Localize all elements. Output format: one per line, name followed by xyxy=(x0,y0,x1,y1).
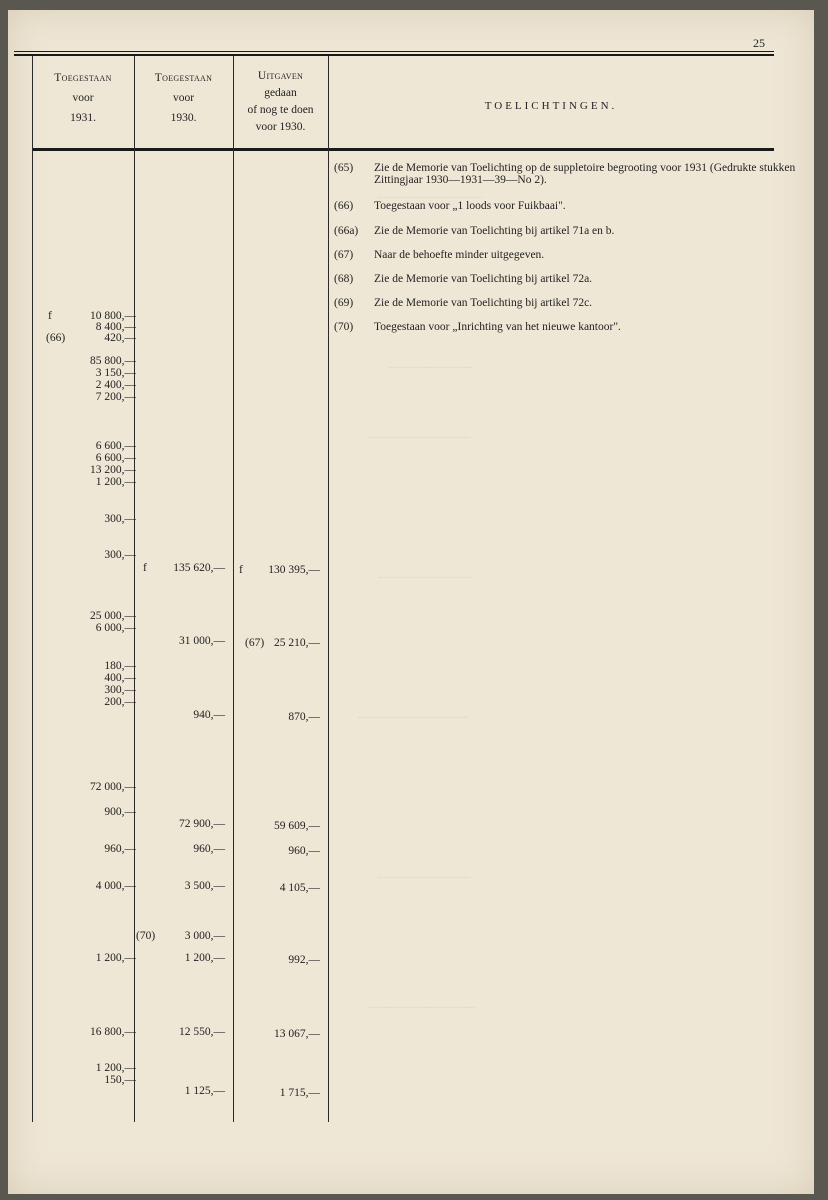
column-divider-3 xyxy=(328,56,329,1122)
currency-marker: f xyxy=(239,564,243,576)
note-68: (68) Zie de Memorie van Toelichting bij artikel 72a. xyxy=(334,273,593,285)
amount-cell: 25 210,— xyxy=(274,637,320,649)
amount-cell: 300,— xyxy=(104,549,136,561)
amount-cell: 31 000,— xyxy=(179,635,225,647)
page-number: 25 xyxy=(753,36,765,50)
amount-cell: 300,— xyxy=(104,513,136,525)
note-65: (65) Zie de Memorie van Toelichting op de suppletoire begrooting voor 1931 (Gedrukte stukken Zittingjaar 1930—1931—39—No 2). xyxy=(334,162,796,186)
amount-cell: 200,— xyxy=(104,696,136,708)
column-divider-2 xyxy=(233,56,234,1122)
top-rule-thick xyxy=(14,54,774,56)
amount-cell: 130 395,— xyxy=(268,564,320,576)
document-page: .......................................... .................................. ......................................... ...................................... ............................................ ..................................... ........................................... 25 Toegestaan voor 1931. Toegestaan voor 1930. Uitgaven gedaan of nog te doen voor 1930. TOELICHTINGEN. f (66) 10 800,— 8 400,— 420,— 85 800,— 3 150,— 2 400,— 7 200,— 6 600,— 6 600,— 13 200,— 1 200,— 300,— 300,— 25 000,— 6 000,— 180,— 400,— 300,— 200,— 72 000,— 900,— 960,— 4 000,— 1 200,— 16 800,— 1 200,— 150,— f (70) 135 620,— 31 000,— 940,— 72 900,— 960,— 3 500,— 3 000,— 1 200,— 12 550,— 1 125,— f (67) 130 395,— 25 210,— 870,— 59 609,— 960,— 4 105,— 992,— 13 067,— 1 715,— (65) Zie de Memorie van Toelichting op de suppletoire begrooting voor 1931 (Gedrukte stukken Zittingjaar 1930—1931—39—No 2). (66) Toegestaan voor „1 loods voor Fuikbaai". (66a) Zie de Memorie van Toelichting bij artikel 71a en b. (67) Naar de behoefte minder uitgegeven. (68) Zie de Memorie van Toelichting bij artikel 72a. (69) Zie de Memorie van Toelichting bij artikel 72c. (70) Toegestaan voor „Inrichting van het nieuwe kantoor". xyxy=(8,10,814,1194)
amount-cell: 59 609,— xyxy=(274,820,320,832)
amount-cell: 16 800,— xyxy=(90,1026,136,1038)
note-70: (70) Toegestaan voor „Inrichting van het nieuwe kantoor". xyxy=(334,321,621,333)
amount-cell: 180,— xyxy=(104,660,136,672)
amount-cell: 72 000,— xyxy=(90,781,136,793)
amount-cell: 940,— xyxy=(193,709,225,721)
amount-cell: 960,— xyxy=(104,843,136,855)
header-toelichtingen: TOELICHTINGEN. xyxy=(484,100,618,112)
header-toegestaan-1931: Toegestaan voor 1931. xyxy=(54,72,112,124)
amount-cell: 135 620,— xyxy=(173,562,225,574)
note-ref-70: (70) xyxy=(136,930,156,942)
header-uitgaven: Uitgaven gedaan of nog te doen voor 1930. xyxy=(247,70,314,133)
header-bottom-rule xyxy=(32,148,774,151)
amount-cell: 13 067,— xyxy=(274,1028,320,1040)
amount-cell: 4 105,— xyxy=(279,882,320,894)
amount-cell: 3 150,— xyxy=(95,367,136,379)
amount-cell: 6 600,— xyxy=(95,440,136,452)
amount-cell: 900,— xyxy=(104,806,136,818)
amount-cell: 7 200,— xyxy=(95,391,136,403)
amount-cell: 870,— xyxy=(288,711,320,723)
amount-cell: 72 900,— xyxy=(179,818,225,830)
amount-cell: 1 715,— xyxy=(279,1087,320,1099)
note-69: (69) Zie de Memorie van Toelichting bij artikel 72c. xyxy=(334,297,593,309)
amount-cell: 25 000,— xyxy=(90,610,136,622)
amount-cell: 1 200,— xyxy=(95,1062,136,1074)
header-toegestaan-1930: Toegestaan voor 1930. xyxy=(154,72,213,124)
amount-cell: 1 200,— xyxy=(184,952,225,964)
amount-cell: 12 550,— xyxy=(179,1026,225,1038)
currency-marker: f xyxy=(143,562,147,574)
amount-cell: 6 600,— xyxy=(95,452,136,464)
amount-cell: 3 000,— xyxy=(184,930,225,942)
amount-cell: 992,— xyxy=(288,954,320,966)
note-66: (66) Toegestaan voor „1 loods voor Fuikbaai". xyxy=(334,200,566,212)
amount-cell: 3 500,— xyxy=(184,880,225,892)
column-divider-left xyxy=(32,56,33,1122)
amount-cell: 4 000,— xyxy=(95,880,136,892)
amount-cell: 1 200,— xyxy=(95,476,136,488)
amount-cell: 960,— xyxy=(193,843,225,855)
amount-cell: 300,— xyxy=(104,684,136,696)
currency-marker: f xyxy=(48,310,52,322)
note-ref-66: (66) xyxy=(46,332,66,344)
note-66a: (66a) Zie de Memorie van Toelichting bij artikel 71a en b. xyxy=(334,225,615,237)
amount-cell: 150,— xyxy=(104,1074,136,1086)
amount-cell: 1 125,— xyxy=(184,1085,225,1097)
amount-cell: 400,— xyxy=(104,672,136,684)
top-rule xyxy=(14,51,774,52)
amount-cell: 8 400,— xyxy=(95,321,136,333)
note-67: (67) Naar de behoefte minder uitgegeven. xyxy=(334,249,545,261)
amount-cell: 960,— xyxy=(288,845,320,857)
amount-cell: 420,— xyxy=(104,332,136,344)
amount-cell: 85 800,— xyxy=(90,355,136,367)
amount-cell: 13 200,— xyxy=(90,464,136,476)
note-ref-67: (67) xyxy=(245,637,265,649)
amount-cell: 10 800,— xyxy=(90,310,136,322)
amount-cell: 2 400,— xyxy=(95,379,136,391)
amount-cell: 1 200,— xyxy=(95,952,136,964)
amount-cell: 6 000,— xyxy=(95,622,136,634)
